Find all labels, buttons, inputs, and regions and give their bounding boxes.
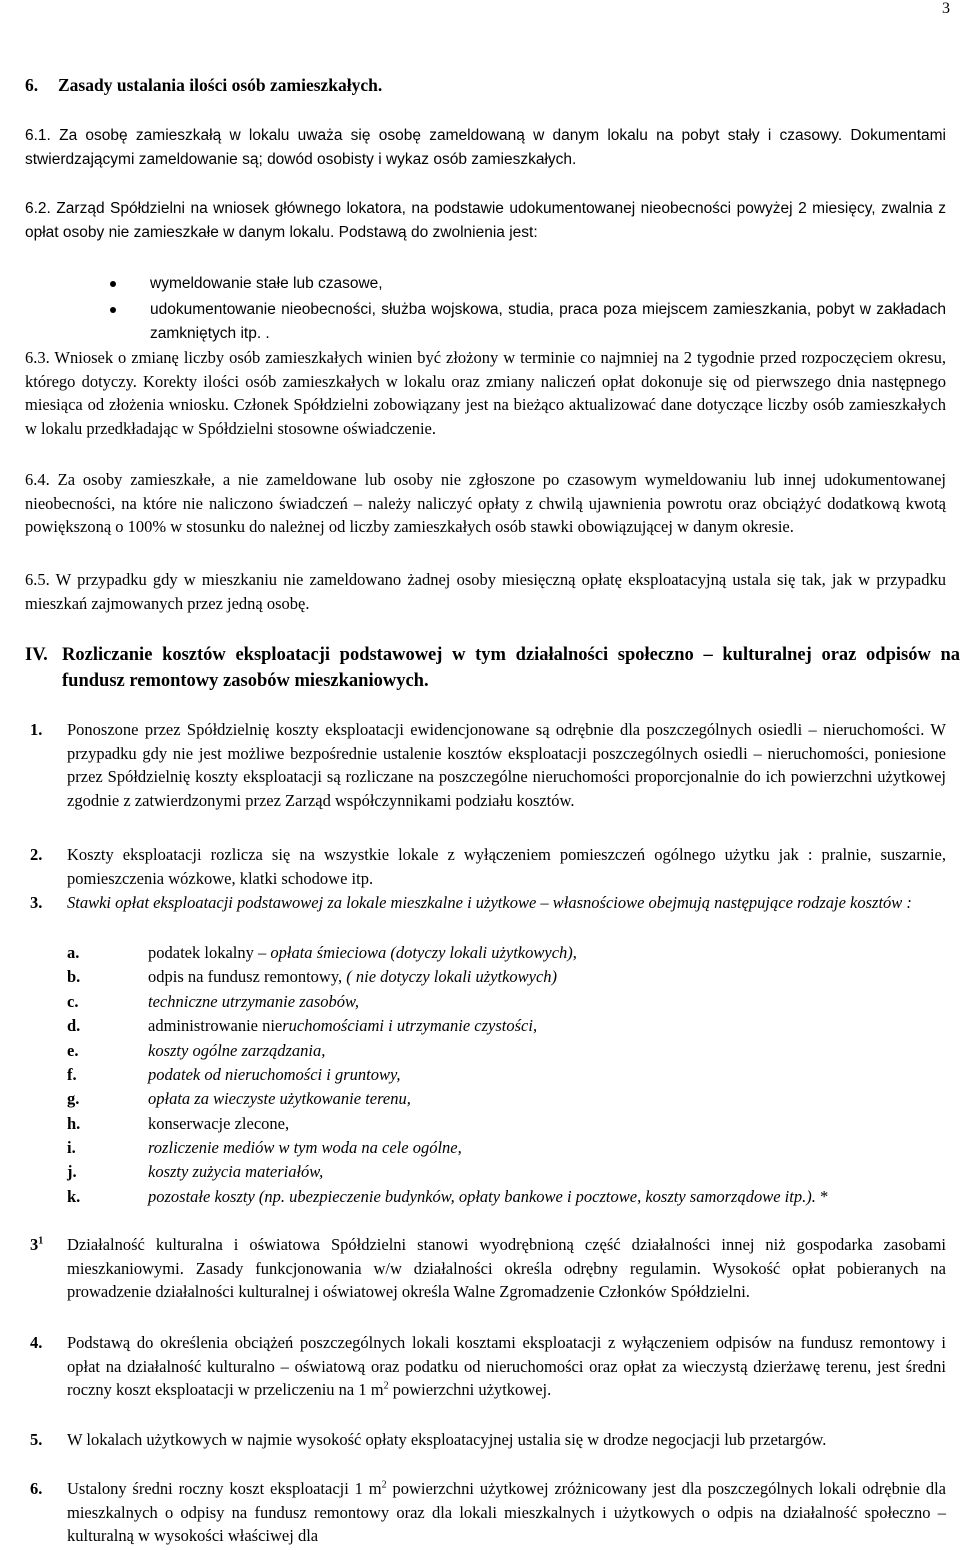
item-text: Koszty eksploatacji rozlicza się na wszystkie lokale z wyłączeniem pomieszczeń ogólnego użytku jak : pralnie, suszarnie, pomieszczenia wózkowe, klatki schodowe itp.	[67, 845, 946, 888]
bullet-dot-icon	[110, 307, 116, 313]
bullet-item	[110, 298, 946, 345]
sub-item-a	[67, 941, 946, 965]
sub-letter: a.	[67, 943, 80, 962]
item-number	[30, 1233, 64, 1257]
sub-item-d	[67, 1014, 946, 1038]
item-number: 1.	[30, 720, 43, 739]
item-text	[67, 1477, 946, 1548]
sub-plain: administrowanie nie	[148, 1016, 283, 1035]
item-text	[67, 1331, 946, 1402]
sub-italic: koszty ogólne zarządzania,	[148, 1041, 326, 1060]
item-text-b: powierzchni użytkowej.	[388, 1380, 552, 1399]
sub-text	[148, 965, 946, 989]
section-iv-title: Rozliczanie kosztów eksploatacji podstawowej w tym działalności społeczno – kulturalnej oraz odpisów na fundusz remontowy zasobów mieszkaniowych.	[62, 645, 960, 691]
item-text: Działalność kulturalna i oświatowa Spółdzielni stanowi wyodrębnioną część działalności innej niż gospodarka zasobami mieszkaniowymi. Zasady funkcjonowania w/w działalności określa odrębny regulamin. Wysokość opłat pobieranych na prowadzenie działalności kulturalnej i oświatowej określa Walne Zgromadzenie Członków Spółdzielni.	[67, 1235, 946, 1301]
sub-text	[148, 1112, 946, 1136]
list-item-2	[30, 843, 946, 890]
sub-plain: konserwacje zlecone,	[148, 1114, 290, 1133]
sub-letter: b.	[67, 967, 81, 986]
sub-italic: ( nie dotyczy lokali użytkowych)	[346, 967, 558, 986]
sub-item-b	[67, 965, 946, 989]
sub-letter: k.	[67, 1187, 81, 1206]
sub-letter: j.	[67, 1162, 77, 1181]
list-item-6	[30, 1477, 946, 1548]
item-number-sup: 1	[38, 1235, 44, 1247]
sub-letter: d.	[67, 1016, 81, 1035]
sub-letter: e.	[67, 1041, 79, 1060]
sub-text	[148, 990, 946, 1014]
item-number: 6.	[30, 1479, 43, 1498]
sub-italic: techniczne utrzymanie zasobów,	[148, 992, 359, 1011]
sub-text	[148, 1039, 946, 1063]
sub-text	[148, 1136, 946, 1160]
item-sup: 2	[383, 1380, 389, 1392]
sub-letter: i.	[67, 1138, 76, 1157]
sub-letter: h.	[67, 1114, 81, 1133]
sub-letter: f.	[67, 1065, 77, 1084]
item-number-base: 3	[30, 1235, 39, 1254]
item-text-italic: Stawki opłat eksploatacji podstawowej za lokale mieszkalne i użytkowe – własnościowe obejmują następujące rodzaje kosztów :	[67, 893, 912, 912]
sub-text	[148, 1063, 946, 1087]
sub-item-i	[67, 1136, 946, 1160]
list-item-3-1	[30, 1233, 946, 1304]
section-iv-heading	[25, 642, 960, 694]
sub-tail: *	[815, 1187, 829, 1206]
sub-italic: rozliczenie mediów w tym woda na cele ogólne,	[148, 1138, 462, 1157]
section-6-title: Zasady ustalania ilości osób zamieszkałych.	[58, 75, 383, 95]
page-number: 3	[942, 0, 950, 17]
item-text: W lokalach użytkowych w najmie wysokość opłaty eksploatacyjnej ustalia się w drodze negocjacji lub przetargów.	[67, 1430, 827, 1449]
item-text-a: Podstawą do określenia obciążeń poszczególnych lokali kosztami eksploatacji z wyłączeniem odpisów na fundusz remontowy i opłat na działalność kulturalno – oświatową oraz podatku od nieruchomości oraz opłat za wieczystą dzierżawę terenu, jest średni roczny koszt eksploatacji w przeliczeniu na 1 m	[67, 1333, 946, 1399]
sub-text	[148, 1160, 946, 1184]
paragraph-6-4: 6.4. Za osoby zamieszkałe, a nie zameldowane lub osoby nie zgłoszone po czasowym wymeldowaniu lub innej udokumentowanej nieobecności, na które nie naliczono świadczeń – należy naliczyć opłaty z chwilą ujawnienia powrotu oraz obciążyć dodatkową kwotą powiększoną o 100% w stosunku do należnej od liczby zamieszkałych osób stawki obowiązującej w danym okresie.	[25, 470, 946, 536]
item-number: 4.	[30, 1333, 43, 1352]
list-item-1	[30, 718, 946, 812]
sub-item-h	[67, 1112, 946, 1136]
sub-text	[67, 1185, 946, 1209]
paragraph-6-5: 6.5. W przypadku gdy w mieszkaniu nie zameldowano żadnej osoby miesięczną opłatę eksploatacyjną ustala się tak, jak w przypadku mieszkań zajmowanych przez jedną osobę.	[25, 570, 946, 613]
sub-text	[148, 941, 946, 965]
sub-italic: koszty zużycia materiałów,	[148, 1162, 324, 1181]
item-text: Ponoszone przez Spółdzielnię koszty eksploatacji ewidencjonowane są odrębnie dla poszczególnych osiedli – nieruchomości. W przypadku gdy nie jest możliwe bezpośrednie ustalenie kosztów eksploatacji poszczególnych osiedli – nieruchomości, poniesione przez Spółdzielnię koszty eksploatacji są rozliczane na poszczególne nieruchomości proporcjonalnie do ich powierzchni użytkowej zgodnie z zatwierdzonymi przez Zarząd współczynnikami podziału kosztów.	[67, 720, 946, 810]
item-number: 2.	[30, 845, 43, 864]
sub-plain: podatek lokalny –	[148, 943, 271, 962]
item-text-b: powierzchni użytkowej zróżnicowany jest dla poszczególnych lokali odrębnie dla mieszkalnych o odpisy na fundusz remontowy oraz dla lokali mieszkalnych i użytkowych o odpis na działalność społeczno – kulturalną w wysokości właściwej dla	[67, 1479, 946, 1545]
sub-letter: c.	[67, 992, 79, 1011]
sub-italic: opłata śmieciowa (dotyczy lokali użytkowych)	[270, 943, 573, 962]
sub-plain: odpis na fundusz remontowy,	[148, 967, 347, 986]
bullet-text: wymeldowanie stałe lub czasowe,	[150, 275, 383, 292]
item-text	[67, 891, 946, 915]
sub-item-g	[67, 1087, 946, 1111]
sub-italic: ruchomościami i utrzymanie czystości,	[282, 1016, 538, 1035]
sub-tail: ,	[572, 943, 577, 962]
paragraph-6-3: 6.3. Wniosek o zmianę liczby osób zamieszkałych winien być złożony w terminie co najmniej na 2 tygodnie przed rozpoczęciem okresu, którego dotyczy. Korekty ilości osób zamieszkałych w lokalu oraz zmiany naliczeń opłat dokonuje się od pierwszego dnia następnego miesiąca od złożenia wniosku. Członek Spółdzielni zobowiązany jest na bieżąco aktualizować dane dotyczące liczby osób zamieszkałych w lokalu przedkładając w Spółdzielni stosowne oświadczenie.	[25, 348, 946, 438]
section-iv-number: IV.	[25, 645, 48, 665]
sub-text	[148, 1014, 946, 1038]
paragraph-6-1: 6.1. Za osobę zamieszkałą w lokalu uważa się osobę zameldowaną w danym lokalu na pobyt stały i czasowy. Dokumentami stwierdzającymi zameldowanie są; dowód osobisty i wykaz osób zamieszkałych.	[25, 127, 946, 168]
list-item-4	[30, 1331, 946, 1402]
bullet-text: udokumentowanie nieobecności, służba wojskowa, studia, praca poza miejscem zamieszkania, pobyt w zakładach zamkniętych itp. .	[150, 301, 946, 342]
bullet-item	[110, 272, 946, 296]
sub-item-k	[67, 1185, 946, 1209]
item-number: 3.	[30, 893, 43, 912]
sub-item-j	[67, 1160, 946, 1184]
sub-letter: g.	[67, 1089, 80, 1108]
sub-item-c	[67, 990, 946, 1014]
paragraph-6-2: 6.2. Zarząd Spółdzielni na wniosek głównego lokatora, na podstawie udokumentowanej nieobecności powyżej 2 miesięcy, zwalnia z opłat osoby nie zamieszkałe w danym lokalu. Podstawą do zwolnienia jest:	[25, 200, 946, 241]
bullet-dot-icon	[110, 281, 116, 287]
sub-italic: pozostałe koszty (np. ubezpieczenie budynków, opłaty bankowe i pocztowe, koszty samorządowe itp.).	[148, 1187, 816, 1206]
item-number: 5.	[30, 1430, 43, 1449]
sub-italic: podatek od nieruchomości i gruntowy,	[148, 1065, 401, 1084]
list-item-3	[30, 891, 946, 915]
section-6-number: 6.	[25, 75, 39, 95]
section-6-heading	[25, 75, 382, 96]
sub-item-e	[67, 1039, 946, 1063]
sub-text	[148, 1087, 946, 1111]
item-sup: 2	[381, 1479, 387, 1491]
list-item-5	[30, 1428, 946, 1452]
sub-italic: opłata za wieczyste użytkowanie terenu,	[148, 1089, 411, 1108]
item-text-a: Ustalony średni roczny koszt eksploatacji 1 m	[67, 1479, 382, 1498]
sub-item-f	[67, 1063, 946, 1087]
